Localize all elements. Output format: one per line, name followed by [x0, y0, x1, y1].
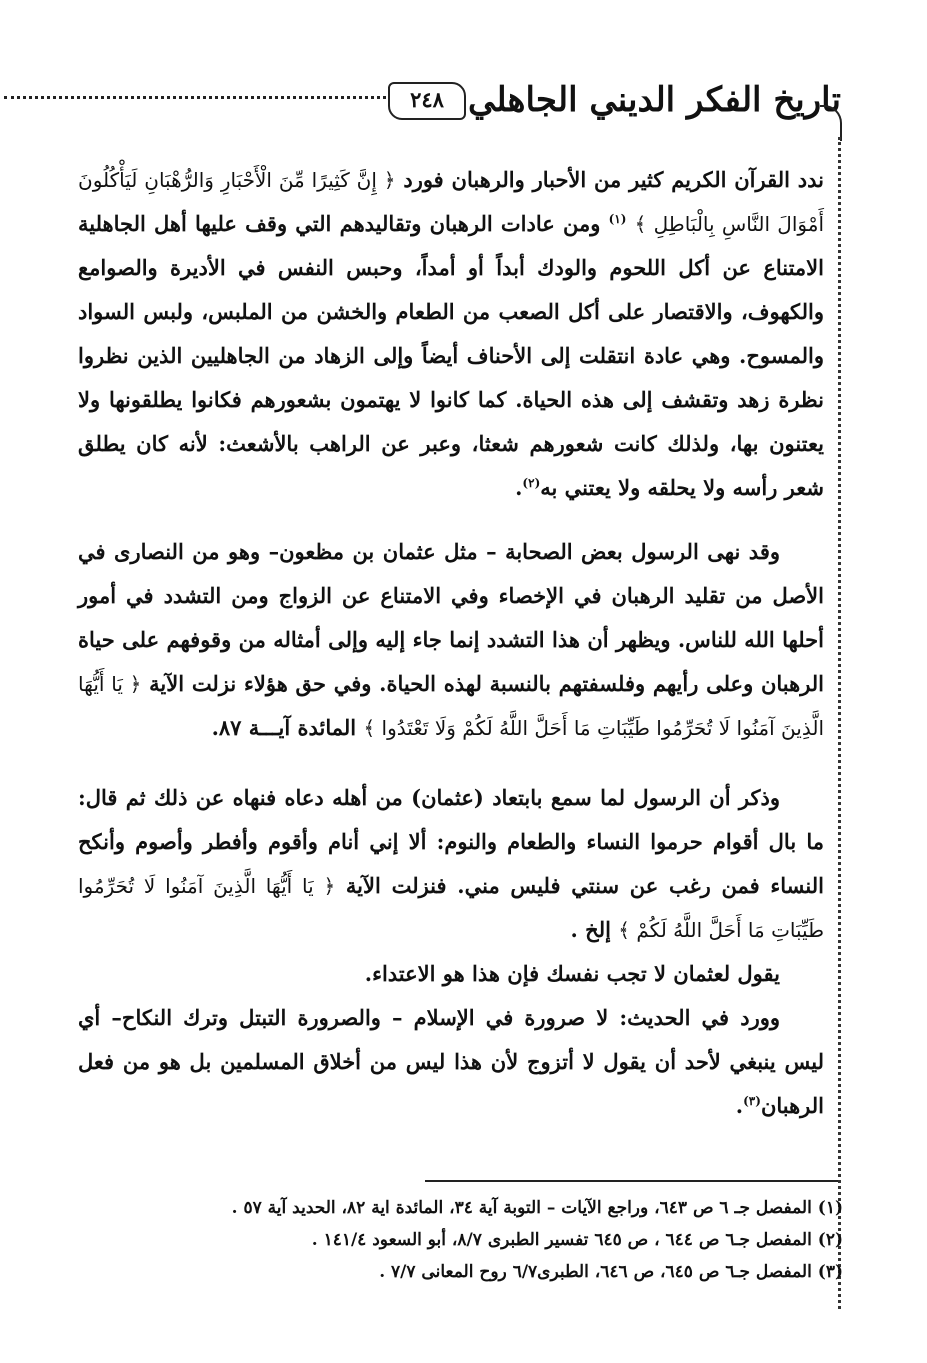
header-dotted-rule	[4, 96, 386, 99]
footnote-separator	[425, 1180, 838, 1182]
footnotes	[163, 1192, 843, 1288]
paragraph-3-text-a: وذكر أن الرسول لما سمع بابتعاد (عثمان) من أهله دعاه فنهاه عن ذلك ثم قال: ما بال أقوام حرموا النساء والطعام والنوم: ألا إني أنام وأقوم وأفطر وأصوم وأنكح النساء فمن رغب عن سنتي فليس مني. فنزلت الآية	[78, 785, 824, 898]
footnote-ref-3: (٣)	[743, 1094, 761, 1108]
paragraph-5	[78, 996, 824, 1128]
footnote-ref-2: (٢)	[522, 476, 541, 490]
paragraph-5-text-a: وورد في الحديث: لا صرورة في الإسلام – والصرورة التبتل وترك النكاح– أي ليس ينبغي لأحد أن يقول لا أتزوج لأن هذا ليس من أخلاق المسلمين بل هو من فعل الرهبان	[78, 1005, 824, 1118]
paragraph-2-text-b: المائدة آيـــة ٨٧.	[211, 715, 357, 740]
footnote-1: (١) المفصل جـ ٦ ص ٦٤٣، وراجع الآيات – التوبة آية ٣٤، المائدة اية ٨٢، الحديد آية ٥٧ .	[231, 1198, 843, 1218]
page-body	[78, 158, 824, 1128]
paragraph-1-text-a: ندد القرآن الكريم كثير من الأحبار والرهبان فورد	[403, 167, 824, 192]
page-number: ٢٤٨	[410, 87, 444, 112]
paragraph-5-end: .	[735, 1093, 744, 1118]
paragraph-2-text-a: وقد نهى الرسول بعض الصحابة – مثل عثمان بن مظعون– وهو من النصارى في الأصل من تقليد الرهبان في الإخصاء وفي الامتناع عن الزواج ومن التشدد في أمور أحلها الله للناس. ويظهر أن هذا التشدد إنما جاء إليه وإلى أمثاله من وقوفهم على حياة الرهبان وعلى رأيهم وفلسفتهم بالنسبة لهذه الحياة. وفي حق هؤلاء نزلت الآية	[78, 539, 825, 696]
footnote-3: (٣) المفصل جـ٦ ص ٦٤٥، ص ٦٤٦، الطبرى٦/٧ روح المعانى ٧/٧ .	[379, 1262, 843, 1282]
paragraph-3	[78, 776, 824, 952]
paragraph-1-text-b: ومن عادات الرهبان وتقاليدهم التي وقف عليها أهل الجاهلية الامتناع عن أكل اللحوم والودك أبداً أو أمداً، وحبس النفس في الأديرة والصوامع والكهوف، والاقتصار على أكل الصعب من الطعام والخشن من الملبس، ولبس السواد والمسوح. وهي عادة انتقلت إلى الأحناف أيضاً وإلى الزهاد من الجاهليين الذين نظروا نظرة زهد وتقشف إلى هذه الحياة. كما كانوا لا يهتمون بشعورهم فكانوا يطلقونها ولا يعتنون بها، ولذلك كانت شعورهم شعثا، وعبر عن الراهب بالأشعث: لأنه كان يطلق شعر رأسه ولا يحلقه ولا يعتني به	[78, 211, 824, 500]
quran-verse-3: ﴿ يَا أَيُّهَا الَّذِينَ آمَنُوا لَا تُحَرِّمُوا طَيِّبَاتِ مَا أَحَلَّ اللَّهُ لَكُمْ ﴾	[78, 874, 824, 942]
margin-dotted-rule	[838, 137, 841, 1309]
paragraph-2	[78, 530, 824, 750]
quran-verse-2: ﴿ يَا أَيُّهَا الَّذِينَ آمَنُوا لَا تُحَرِّمُوا طَيِّبَاتِ مَا أَحَلَّ اللَّهُ لَكُمْ وَلَا تَعْتَدُوا ﴾	[78, 672, 824, 740]
paragraph-4: يقول لعثمان لا تجب نفسك فإن هذا هو الاعتداء.	[364, 961, 780, 986]
paragraph-3-text-b: إلخ .	[570, 917, 611, 942]
footnote-ref-1: (١)	[608, 212, 627, 226]
paragraph-1-end: .	[515, 475, 523, 500]
footnote-2: (٢) المفصل جـ٦ ص ٦٤٤ ، ص ٦٤٥ تفسير الطبرى ٨/٧، أبو السعود ١٤١/٤ .	[311, 1230, 843, 1250]
page-header	[0, 80, 927, 140]
quran-verse-1: ﴿ إِنَّ كَثِيرًا مِّنَ الْأَحْبَارِ وَالرُّهْبَانِ لَيَأْكُلُونَ أَمْوَالَ النَّاسِ بِالْبَاطِلِ ﴾	[78, 168, 824, 236]
page-number-scroll	[388, 82, 466, 120]
page-title: تاريخ الفكر الديني الجاهلي	[467, 80, 841, 120]
paragraph-1	[78, 158, 824, 510]
